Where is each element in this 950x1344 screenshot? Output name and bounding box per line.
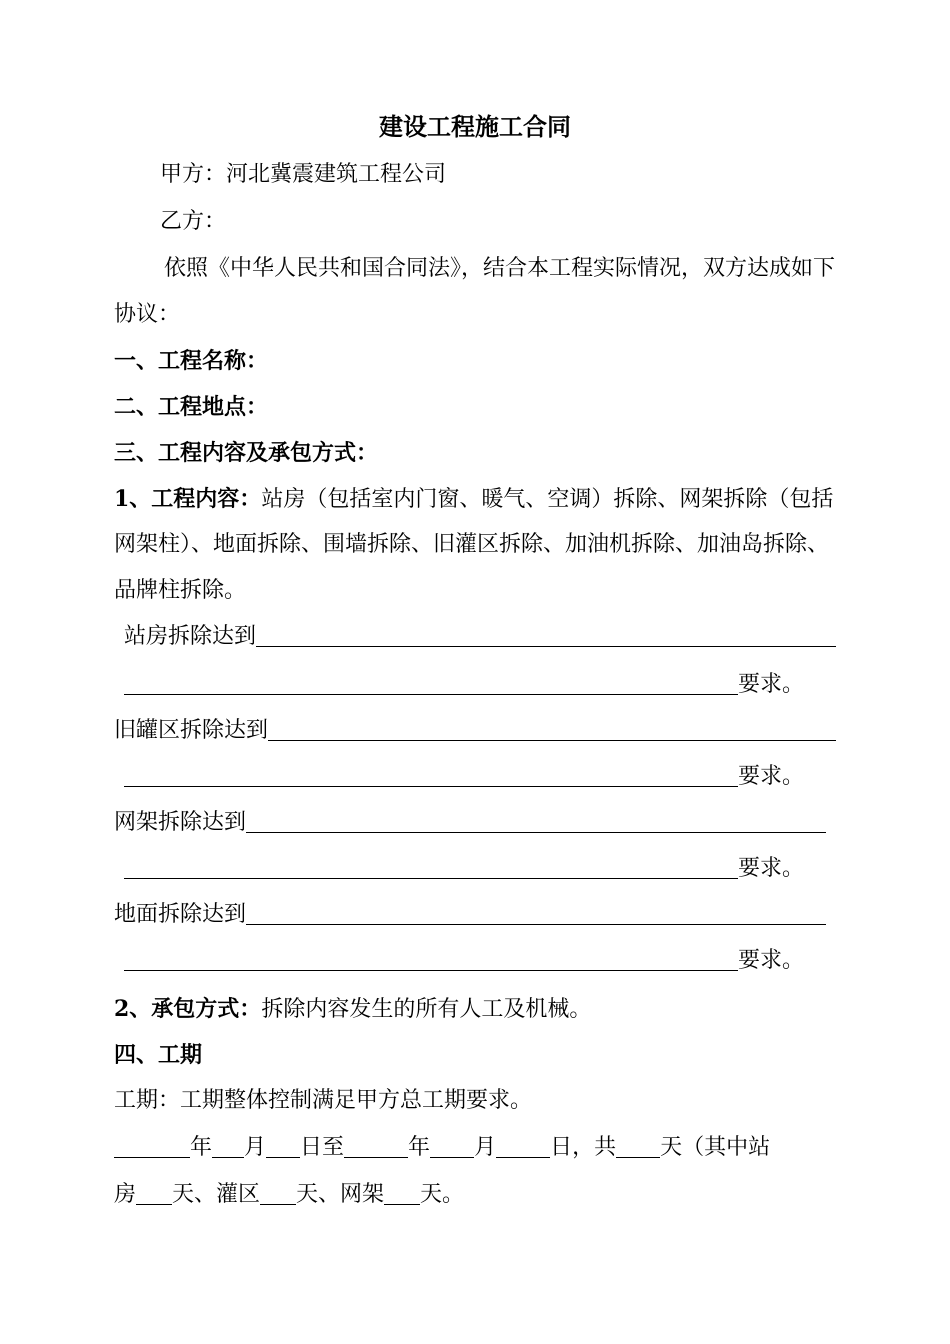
requirement-station-cont [124,670,804,700]
document-title: 建设工程施工合同 [379,112,571,141]
section-3-heading: 三、工程内容及承包方式： [114,440,379,466]
section-1-heading: 一、工程名称： [114,348,269,374]
month-label: 月 [244,1135,267,1160]
date-range-line [114,1133,770,1163]
month-label: 月 [474,1135,497,1160]
party-a: 甲方：河北冀震建筑工程公司 [160,162,447,187]
year-label: 年 [408,1135,431,1160]
item-2 [114,994,591,1025]
item-1-line-1 [114,484,833,515]
requirement-grid [114,808,826,838]
room-days-field[interactable] [136,1182,172,1205]
requirement-tank-cont [124,762,804,792]
month-start-field[interactable] [212,1135,244,1158]
requirement-suffix: 要求。 [738,856,805,881]
blank-field[interactable] [256,624,836,647]
blank-field[interactable] [246,810,826,833]
requirement-suffix: 要求。 [738,764,805,789]
item-2-text: 拆除内容发生的所有人工及机械。 [261,997,592,1022]
item-1-label: 1、工程内容： [114,486,262,512]
day-end-field[interactable] [496,1135,550,1158]
party-b: 乙方： [160,209,227,234]
item-1-text: 站房（包括室内门窗、暖气、空调）拆除、网架拆除（包括 [261,487,834,512]
grid-label: 天、网架 [296,1182,385,1207]
end-label: 天。 [420,1182,465,1207]
requirement-grid-cont [124,854,804,884]
day-to-label: 日至 [300,1135,345,1160]
requirement-tank-label: 旧罐区拆除达到 [114,718,269,743]
item-1-line-2: 网架柱）、地面拆除、围墙拆除、旧灌区拆除、加油机拆除、加油岛拆除、 [114,532,830,557]
requirement-station [124,622,836,652]
requirement-ground [114,900,826,930]
intro-line-2: 协议： [114,302,181,327]
requirement-ground-label: 地面拆除达到 [114,902,247,927]
month-end-field[interactable] [430,1135,474,1158]
room-label: 房 [114,1182,137,1207]
blank-field[interactable] [124,856,738,879]
requirement-station-label: 站房拆除达到 [124,624,257,649]
total-days-field[interactable] [616,1135,660,1158]
requirement-suffix: 要求。 [738,672,805,697]
blank-field[interactable] [124,672,738,695]
requirement-suffix: 要求。 [738,948,805,973]
section-4-heading: 四、工期 [114,1042,203,1068]
day-total-label: 日，共 [550,1135,617,1160]
year-end-field[interactable] [344,1135,408,1158]
days-open-label: 天（其中站 [660,1135,771,1160]
requirement-grid-label: 网架拆除达到 [114,810,247,835]
year-start-field[interactable] [114,1135,190,1158]
item-2-label: 2、承包方式： [114,996,262,1022]
tank-days-field[interactable] [260,1182,296,1205]
year-label: 年 [190,1135,213,1160]
blank-field[interactable] [124,948,738,971]
item-1-line-3: 品牌柱拆除。 [114,578,247,603]
blank-field[interactable] [268,718,836,741]
requirement-tank [114,716,836,746]
split-days-line [114,1180,464,1210]
grid-days-field[interactable] [384,1182,420,1205]
section-2-heading: 二、工程地点： [114,394,269,420]
intro-line-1: 依照《中华人民共和国合同法》，结合本工程实际情况，双方达成如下 [164,256,836,281]
period-line: 工期：工期整体控制满足甲方总工期要求。 [114,1088,533,1113]
blank-field[interactable] [246,902,826,925]
tank-label: 天、灌区 [172,1182,261,1207]
requirement-ground-cont [124,946,804,976]
day-start-field[interactable] [266,1135,300,1158]
blank-field[interactable] [124,764,738,787]
